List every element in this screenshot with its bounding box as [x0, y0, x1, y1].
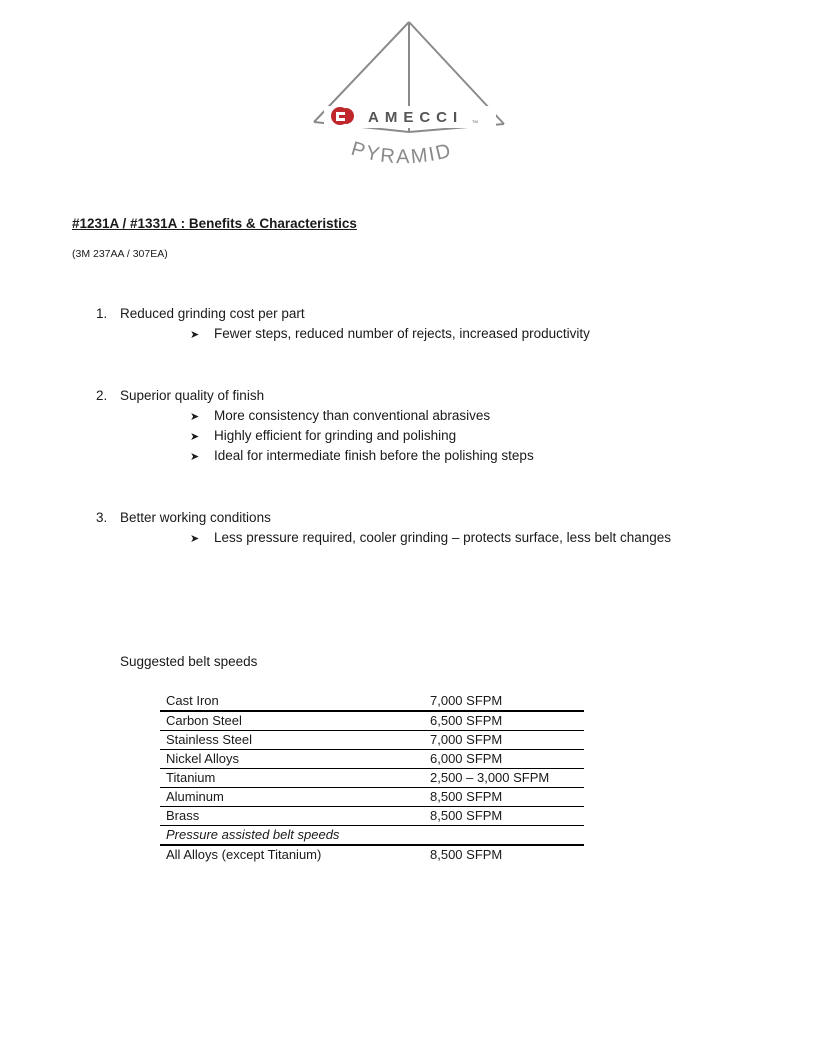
- benefit-bullet: [190, 530, 671, 545]
- amecci-pyramid-logo: [300, 14, 520, 174]
- amecci-emblem-icon: [331, 107, 354, 125]
- table-row: [160, 750, 584, 769]
- material-cell: Brass: [160, 807, 424, 826]
- bullet-text: Highly efficient for grinding and polishing: [214, 428, 457, 443]
- speed-cell: 2,500 – 3,000 SFPM: [424, 769, 584, 788]
- material-cell: All Alloys (except Titanium): [166, 847, 322, 862]
- benefit-number: 1.: [96, 306, 108, 321]
- benefit-item: [96, 510, 271, 525]
- arrowhead-bullet-icon: ➤: [190, 411, 200, 423]
- benefit-bullet: [190, 326, 590, 341]
- document-subtitle: (3M 237AA / 307EA): [72, 248, 168, 260]
- table-row: [160, 788, 584, 807]
- table-row: [160, 711, 584, 731]
- benefit-label: Superior quality of finish: [120, 388, 265, 403]
- benefit-label: Reduced grinding cost per part: [120, 306, 305, 321]
- logo-trademark: TM: [472, 119, 478, 124]
- table-row: [160, 845, 584, 864]
- logo-product-textpath: PYRAMID: [348, 137, 455, 169]
- speed-cell: 6,000 SFPM: [424, 750, 584, 769]
- benefit-item: [96, 388, 264, 403]
- speed-cell: 8,500 SFPM: [430, 847, 503, 862]
- bullet-text: Ideal for intermediate finish before the polishing steps: [214, 448, 534, 463]
- speed-cell: 8,500 SFPM: [424, 788, 584, 807]
- bullet-text: More consistency than conventional abrasives: [214, 408, 491, 423]
- table-row: [160, 731, 584, 750]
- table-row: [160, 769, 584, 788]
- speed-cell: 7,000 SFPM: [424, 692, 584, 711]
- belt-speeds-table: [160, 692, 584, 864]
- benefit-number: 2.: [96, 388, 108, 403]
- arrowhead-bullet-icon: ➤: [190, 533, 200, 545]
- table-section-row: [160, 826, 584, 846]
- material-cell: Cast Iron: [160, 692, 424, 711]
- speeds-title: Suggested belt speeds: [120, 654, 258, 669]
- logo-brand-text: AMECCI: [368, 109, 464, 126]
- arrowhead-bullet-icon: ➤: [190, 329, 200, 341]
- material-cell: Carbon Steel: [160, 711, 424, 731]
- benefit-label: Better working conditions: [120, 510, 271, 525]
- benefit-bullet: [190, 428, 456, 443]
- pressure-section-label: Pressure assisted belt speeds: [160, 826, 584, 846]
- benefit-item: [96, 306, 305, 321]
- bullet-text: Less pressure required, cooler grinding – protects surface, less belt changes: [214, 530, 671, 545]
- material-cell: Titanium: [160, 769, 424, 788]
- document-title: #1231A / #1331A : Benefits & Characteristics: [72, 216, 357, 231]
- material-cell: Stainless Steel: [160, 731, 424, 750]
- table-row: [160, 807, 584, 826]
- benefit-bullet: [190, 408, 490, 423]
- material-cell: Aluminum: [160, 788, 424, 807]
- speed-cell: 8,500 SFPM: [424, 807, 584, 826]
- material-cell: Nickel Alloys: [160, 750, 424, 769]
- benefit-number: 3.: [96, 510, 108, 525]
- speed-cell: 7,000 SFPM: [424, 731, 584, 750]
- benefit-bullet: [190, 448, 534, 463]
- speed-cell: 6,500 SFPM: [424, 711, 584, 731]
- logo-product-text: [349, 138, 455, 168]
- arrowhead-bullet-icon: ➤: [190, 451, 200, 463]
- bullet-text: Fewer steps, reduced number of rejects, increased productivity: [214, 326, 590, 341]
- arrowhead-bullet-icon: ➤: [190, 431, 200, 443]
- table-row: [160, 692, 584, 711]
